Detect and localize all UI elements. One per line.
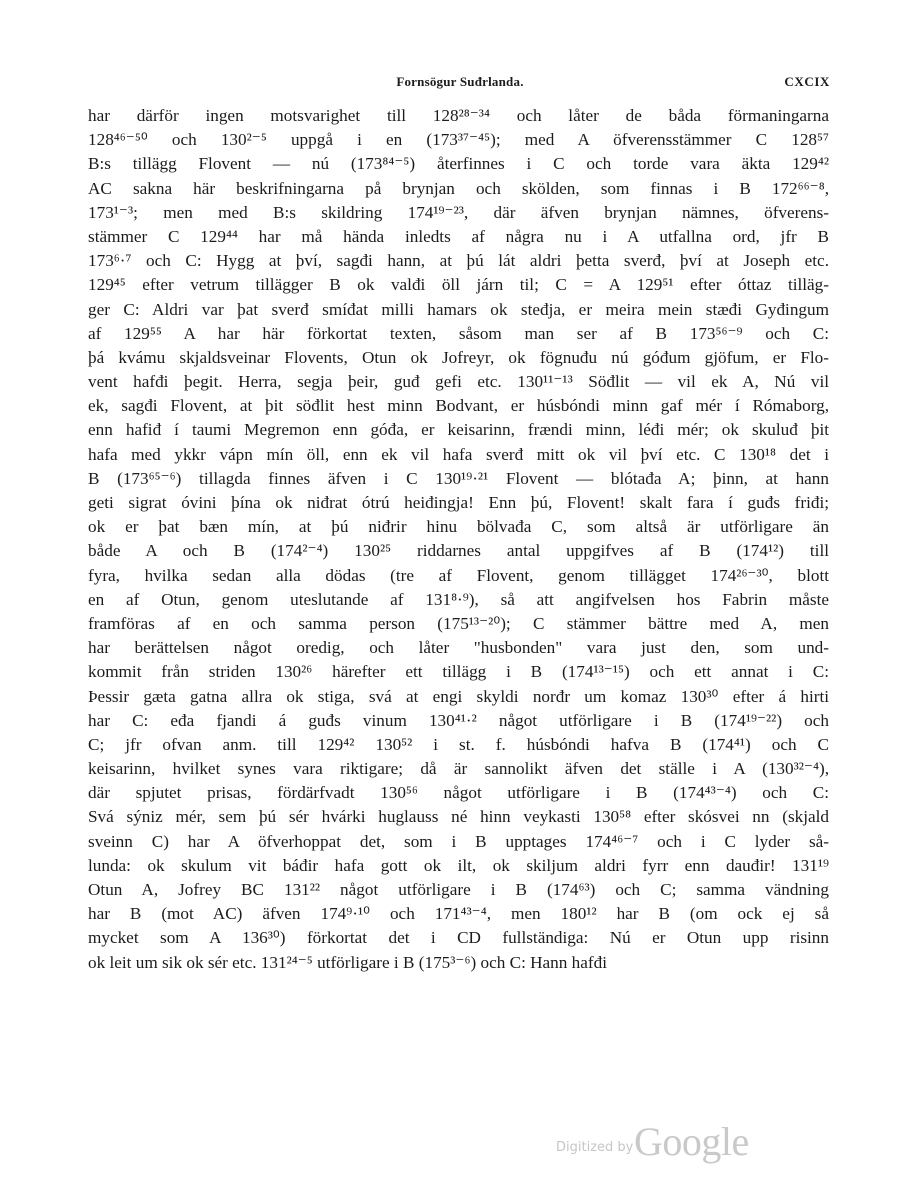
text-line: sveinn C) har A öfverhoppat det, som i B upptages 174⁴⁶⁻⁷ och i C lyder så-: [88, 831, 829, 851]
text-line: 128⁴⁶⁻⁵⁰ och 130²⁻⁵ uppgå i en (173³⁷⁻⁴⁵); med A öfverensstämmer C 128⁵⁷: [88, 130, 829, 150]
text-line: har C: eđa fjandi á guđs vinum 130⁴¹·² något utförligare i B (174¹⁹⁻²²) och: [88, 710, 829, 730]
text-line: AC sakna här beskrifningarna på brynjan och skölden, som finnas i B 172⁶⁶⁻⁸,: [88, 178, 829, 198]
text-line: framföras af en och samma person (175¹³⁻²⁰); C stämmer bättre med A, men: [88, 613, 829, 633]
text-line: mycket som A 136³⁰) förkortat det i CD fullständiga: Nú er Otun upp risinn: [88, 928, 829, 948]
digitized-watermark: [556, 1118, 756, 1168]
text-line: C; jfr ofvan anm. till 129⁴² 130⁵² i st. f. húsbóndi hafva B (174⁴¹) och C: [88, 734, 829, 754]
text-line: både A och B (174²⁻⁴) 130²⁵ riddarnes antal uppgifves af B (174¹²) till: [88, 541, 829, 561]
page-number: CXCIX: [784, 74, 830, 89]
text-line: vent hafđi þegit. Herra, segja þeir, guđ gefi etc. 130¹¹⁻¹³ Söđlit — vil ek A, Nú vil: [88, 372, 829, 392]
running-title: Fornsögur Suđrlanda.: [396, 74, 524, 89]
text-line: 129⁴⁵ efter vetrum tillägger B ok valđi öll járn til; C = A 129⁵¹ efter óttaz tilläg-: [88, 275, 829, 295]
text-line: ger C: Aldri var þat sverđ smíđat milli hamars ok steđja, er meira mein stæđi Gyđingum: [88, 299, 829, 319]
text-line: en af Otun, genom uteslutande af 131⁸·⁹), så att angifvelsen hos Fabrin måste: [88, 589, 829, 609]
body-text: [88, 104, 829, 975]
text-line: Þessir gæta gatna allra ok stiga, svá at engi skyldi norđr um komaz 130³⁰ efter á hirti: [88, 686, 829, 706]
text-line: enn hafiđ í taumi Megremon enn góđa, er keisarinn, frændi minn, léđi mér; ok skuluđ þit: [88, 420, 829, 440]
text-line: fyra, hvilka sedan alla dödas (tre af Flovent, genom tillägget 174²⁶⁻³⁰, blott: [88, 565, 829, 585]
text-line: kommit från striden 130²⁶ härefter ett tillägg i B (174¹³⁻¹⁵) och ett annat i C:: [88, 662, 829, 682]
text-line: 173⁶·⁷ och C: Hygg at því, sagđi hann, at þú lát aldri þetta sverđ, því at Joseph etc.: [88, 251, 829, 271]
text-line: B (173⁶⁵⁻⁶) tillagda finnes äfven i C 130¹⁹·²¹ Flovent — blótađa A; þinn, at hann: [88, 468, 829, 488]
text-line: har berättelsen något oredig, och låter "husbonden" vara just den, som und-: [88, 638, 829, 658]
text-line: þá kvámu skjaldsveinar Flovents, Otun ok Jofreyr, ok fögnuđu nú góđum gjöfum, er Flo-: [88, 347, 829, 367]
text-line: 173¹⁻³; men med B:s skildring 174¹⁹⁻²³, där äfven brynjan nämnes, öfverens-: [88, 202, 829, 222]
running-head: [90, 74, 830, 94]
text-line: där spjutet prisas, fördärfvadt 130⁵⁶ något utförligare i B (174⁴³⁻⁴) och C:: [88, 783, 829, 803]
text-line: ok er þat bæn mín, at þú niđrir hinu bölvađa C, som altså är utförligare än: [88, 517, 829, 537]
text-line: ok leit um sik ok sér etc. 131²⁴⁻⁵ utförligare i B (175³⁻⁶) och C: Hann hafđi: [88, 952, 607, 972]
watermark-google-logo: Google: [634, 1119, 749, 1164]
text-line: har B (mot AC) äfven 174⁹·¹⁰ och 171⁴³⁻⁴, men 180¹² har B (om ock ej så: [88, 904, 829, 924]
text-line: Otun A, Jofrey BC 131²² något utförligare i B (174⁶³) och C; samma vändning: [88, 880, 829, 899]
text-line: stämmer C 129⁴⁴ har må hända inledts af några nu i A utfallna ord, jfr B: [88, 226, 829, 246]
text-line: keisarinn, hvilket synes vara riktigare; då är sannolikt äfven det ställe i A (130³²⁻⁴),: [88, 759, 829, 779]
text-line: hafa med ykkr vápn mín öll, enn ek vil hafa sverđ mitt ok vil því etc. C 130¹⁸ det i: [88, 444, 829, 464]
text-line: B:s tillägg Flovent — nú (173⁸⁴⁻⁵) återfinnes i C och torde vara äkta 129⁴²: [88, 154, 829, 174]
text-line: geti sigrat óvini þína ok niđrat ótrú heiđingja! Enn þú, Flovent! skalt fara í guđs friđi;: [88, 493, 829, 512]
text-line: ek, sagđi Flovent, at þit söđlit hest minn Bodvant, er húsbóndi minn gaf mér í Rómaborg,: [88, 396, 829, 416]
text-line: har därför ingen motsvarighet till 128²⁸⁻³⁴ och låter de båda förmaningarna: [88, 106, 829, 125]
text-line: Svá sýniz mér, sem þú sér hvárki huglauss né hinn veykasti 130⁵⁸ efter skósvei nn (skjald: [88, 807, 829, 827]
watermark-digitized-by: Digitized by: [556, 1140, 634, 1155]
text-line: af 129⁵⁵ A har här förkortat texten, såsom man ser af B 173⁵⁶⁻⁹ och C:: [88, 323, 829, 343]
text-line: lunda: ok skulum vit báđir hafa gott ok ilt, ok skiljum aldri fyrr enn dauđir! 131¹⁹: [88, 855, 829, 875]
